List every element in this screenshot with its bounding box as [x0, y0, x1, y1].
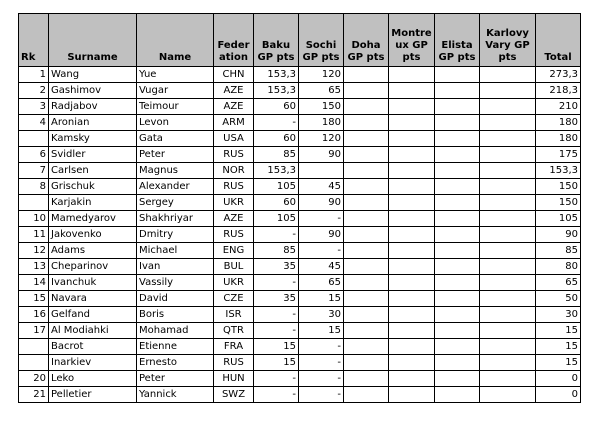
cell-elista-pts	[435, 371, 480, 387]
header-surname: Surname	[49, 14, 137, 67]
cell-baku-pts: 153,3	[254, 83, 299, 99]
cell-rank: 3	[19, 99, 49, 115]
cell-name: David	[137, 291, 214, 307]
cell-doha-pts	[344, 371, 389, 387]
cell-karlovy-vary-pts	[480, 67, 536, 83]
cell-montreux-pts	[389, 67, 435, 83]
cell-baku-pts: 85	[254, 147, 299, 163]
cell-doha-pts	[344, 339, 389, 355]
cell-name: Peter	[137, 371, 214, 387]
cell-baku-pts: 35	[254, 259, 299, 275]
table-row	[19, 179, 581, 195]
cell-doha-pts	[344, 195, 389, 211]
cell-federation: ARM	[214, 115, 254, 131]
cell-federation: UKR	[214, 275, 254, 291]
cell-rank: 14	[19, 275, 49, 291]
cell-surname: Cheparinov	[49, 259, 137, 275]
cell-name: Vassily	[137, 275, 214, 291]
cell-elista-pts	[435, 67, 480, 83]
header-sochi-gp-pts: Sochi GP pts	[299, 14, 344, 67]
cell-elista-pts	[435, 99, 480, 115]
cell-surname: Grischuk	[49, 179, 137, 195]
cell-federation: RUS	[214, 147, 254, 163]
header-montreux-gp-pts: Montre ux GP pts	[389, 14, 435, 67]
cell-surname: Gelfand	[49, 307, 137, 323]
cell-karlovy-vary-pts	[480, 323, 536, 339]
cell-montreux-pts	[389, 131, 435, 147]
cell-rank: 15	[19, 291, 49, 307]
cell-sochi-pts: 180	[299, 115, 344, 131]
cell-rank	[19, 339, 49, 355]
cell-doha-pts	[344, 179, 389, 195]
table-row	[19, 323, 581, 339]
cell-rank	[19, 131, 49, 147]
cell-total: 80	[536, 259, 581, 275]
header-karlovy-vary-gp-pts: Karlovy Vary GP pts	[480, 14, 536, 67]
cell-elista-pts	[435, 131, 480, 147]
cell-elista-pts	[435, 259, 480, 275]
cell-total: 15	[536, 355, 581, 371]
cell-doha-pts	[344, 291, 389, 307]
cell-karlovy-vary-pts	[480, 307, 536, 323]
cell-karlovy-vary-pts	[480, 243, 536, 259]
cell-sochi-pts: 90	[299, 227, 344, 243]
cell-total: 50	[536, 291, 581, 307]
cell-federation: FRA	[214, 339, 254, 355]
cell-sochi-pts: 65	[299, 83, 344, 99]
cell-montreux-pts	[389, 243, 435, 259]
cell-sochi-pts: 65	[299, 275, 344, 291]
cell-federation: RUS	[214, 227, 254, 243]
cell-surname: Bacrot	[49, 339, 137, 355]
cell-rank: 4	[19, 115, 49, 131]
cell-doha-pts	[344, 275, 389, 291]
cell-baku-pts: 153,3	[254, 67, 299, 83]
cell-rank: 21	[19, 387, 49, 403]
cell-name: Magnus	[137, 163, 214, 179]
cell-surname: Radjabov	[49, 99, 137, 115]
cell-elista-pts	[435, 147, 480, 163]
cell-baku-pts: -	[254, 115, 299, 131]
table-row	[19, 355, 581, 371]
cell-elista-pts	[435, 179, 480, 195]
cell-rank: 10	[19, 211, 49, 227]
cell-total: 0	[536, 371, 581, 387]
cell-karlovy-vary-pts	[480, 259, 536, 275]
cell-sochi-pts: -	[299, 371, 344, 387]
cell-baku-pts: -	[254, 371, 299, 387]
table-row	[19, 339, 581, 355]
cell-name: Ernesto	[137, 355, 214, 371]
cell-total: 85	[536, 243, 581, 259]
cell-name: Vugar	[137, 83, 214, 99]
cell-rank: 1	[19, 67, 49, 83]
cell-montreux-pts	[389, 211, 435, 227]
cell-montreux-pts	[389, 339, 435, 355]
cell-surname: Jakovenko	[49, 227, 137, 243]
cell-surname: Al Modiahki	[49, 323, 137, 339]
cell-montreux-pts	[389, 291, 435, 307]
cell-rank: 20	[19, 371, 49, 387]
header-row	[19, 14, 581, 67]
cell-baku-pts: 85	[254, 243, 299, 259]
cell-karlovy-vary-pts	[480, 387, 536, 403]
header-rank: Rk	[19, 14, 49, 67]
cell-name: Levon	[137, 115, 214, 131]
cell-name: Yue	[137, 67, 214, 83]
cell-sochi-pts: 30	[299, 307, 344, 323]
header-federation: Feder ation	[214, 14, 254, 67]
cell-doha-pts	[344, 211, 389, 227]
cell-federation: ISR	[214, 307, 254, 323]
cell-surname: Leko	[49, 371, 137, 387]
cell-montreux-pts	[389, 323, 435, 339]
cell-surname: Adams	[49, 243, 137, 259]
cell-rank: 13	[19, 259, 49, 275]
cell-name: Michael	[137, 243, 214, 259]
cell-baku-pts: 15	[254, 355, 299, 371]
cell-elista-pts	[435, 387, 480, 403]
cell-sochi-pts: -	[299, 211, 344, 227]
cell-doha-pts	[344, 323, 389, 339]
cell-karlovy-vary-pts	[480, 83, 536, 99]
cell-montreux-pts	[389, 387, 435, 403]
cell-karlovy-vary-pts	[480, 163, 536, 179]
cell-elista-pts	[435, 307, 480, 323]
cell-karlovy-vary-pts	[480, 227, 536, 243]
cell-doha-pts	[344, 99, 389, 115]
cell-montreux-pts	[389, 371, 435, 387]
cell-name: Teimour	[137, 99, 214, 115]
cell-total: 210	[536, 99, 581, 115]
cell-surname: Mamedyarov	[49, 211, 137, 227]
cell-karlovy-vary-pts	[480, 371, 536, 387]
cell-baku-pts: -	[254, 227, 299, 243]
header-baku-gp-pts: Baku GP pts	[254, 14, 299, 67]
cell-federation: SWZ	[214, 387, 254, 403]
cell-elista-pts	[435, 243, 480, 259]
cell-total: 150	[536, 195, 581, 211]
cell-surname: Wang	[49, 67, 137, 83]
cell-name: Shakhriyar	[137, 211, 214, 227]
cell-federation: ENG	[214, 243, 254, 259]
cell-sochi-pts: 15	[299, 291, 344, 307]
table-row	[19, 371, 581, 387]
cell-doha-pts	[344, 147, 389, 163]
cell-montreux-pts	[389, 195, 435, 211]
cell-montreux-pts	[389, 115, 435, 131]
table-row	[19, 227, 581, 243]
cell-federation: UKR	[214, 195, 254, 211]
cell-sochi-pts: -	[299, 243, 344, 259]
cell-name: Gata	[137, 131, 214, 147]
cell-baku-pts: 35	[254, 291, 299, 307]
cell-baku-pts: -	[254, 387, 299, 403]
cell-surname: Svidler	[49, 147, 137, 163]
cell-total: 90	[536, 227, 581, 243]
cell-surname: Kamsky	[49, 131, 137, 147]
cell-karlovy-vary-pts	[480, 147, 536, 163]
cell-total: 65	[536, 275, 581, 291]
cell-federation: USA	[214, 131, 254, 147]
cell-doha-pts	[344, 227, 389, 243]
cell-federation: QTR	[214, 323, 254, 339]
cell-rank: 6	[19, 147, 49, 163]
cell-elista-pts	[435, 323, 480, 339]
cell-montreux-pts	[389, 99, 435, 115]
cell-sochi-pts: 90	[299, 147, 344, 163]
cell-surname: Carlsen	[49, 163, 137, 179]
cell-karlovy-vary-pts	[480, 131, 536, 147]
cell-montreux-pts	[389, 147, 435, 163]
table-row	[19, 275, 581, 291]
cell-doha-pts	[344, 259, 389, 275]
cell-montreux-pts	[389, 259, 435, 275]
cell-baku-pts: 60	[254, 99, 299, 115]
cell-karlovy-vary-pts	[480, 99, 536, 115]
cell-surname: Inarkiev	[49, 355, 137, 371]
cell-total: 0	[536, 387, 581, 403]
cell-doha-pts	[344, 163, 389, 179]
cell-federation: RUS	[214, 355, 254, 371]
cell-elista-pts	[435, 163, 480, 179]
cell-doha-pts	[344, 115, 389, 131]
cell-baku-pts: 105	[254, 179, 299, 195]
cell-sochi-pts: 45	[299, 259, 344, 275]
cell-name: Peter	[137, 147, 214, 163]
cell-montreux-pts	[389, 227, 435, 243]
cell-elista-pts	[435, 83, 480, 99]
cell-doha-pts	[344, 243, 389, 259]
cell-name: Sergey	[137, 195, 214, 211]
table-row	[19, 99, 581, 115]
cell-total: 15	[536, 323, 581, 339]
cell-surname: Pelletier	[49, 387, 137, 403]
cell-total: 273,3	[536, 67, 581, 83]
header-total: Total	[536, 14, 581, 67]
table-body	[19, 67, 581, 403]
cell-elista-pts	[435, 195, 480, 211]
cell-rank: 8	[19, 179, 49, 195]
cell-doha-pts	[344, 387, 389, 403]
cell-karlovy-vary-pts	[480, 355, 536, 371]
cell-rank: 7	[19, 163, 49, 179]
cell-elista-pts	[435, 339, 480, 355]
cell-total: 175	[536, 147, 581, 163]
cell-karlovy-vary-pts	[480, 291, 536, 307]
cell-federation: BUL	[214, 259, 254, 275]
header-doha-gp-pts: Doha GP pts	[344, 14, 389, 67]
table-row	[19, 131, 581, 147]
cell-total: 105	[536, 211, 581, 227]
cell-montreux-pts	[389, 83, 435, 99]
table-row	[19, 211, 581, 227]
cell-doha-pts	[344, 67, 389, 83]
cell-federation: NOR	[214, 163, 254, 179]
cell-rank: 11	[19, 227, 49, 243]
cell-baku-pts: 60	[254, 195, 299, 211]
table-row	[19, 163, 581, 179]
cell-karlovy-vary-pts	[480, 115, 536, 131]
cell-sochi-pts: 120	[299, 67, 344, 83]
cell-federation: RUS	[214, 179, 254, 195]
cell-name: Ivan	[137, 259, 214, 275]
cell-montreux-pts	[389, 355, 435, 371]
cell-sochi-pts: -	[299, 339, 344, 355]
cell-elista-pts	[435, 275, 480, 291]
cell-name: Boris	[137, 307, 214, 323]
cell-karlovy-vary-pts	[480, 179, 536, 195]
cell-name: Etienne	[137, 339, 214, 355]
cell-rank	[19, 355, 49, 371]
cell-rank: 17	[19, 323, 49, 339]
cell-elista-pts	[435, 355, 480, 371]
cell-doha-pts	[344, 131, 389, 147]
cell-rank: 2	[19, 83, 49, 99]
cell-baku-pts: -	[254, 323, 299, 339]
cell-federation: HUN	[214, 371, 254, 387]
cell-name: Mohamad	[137, 323, 214, 339]
cell-karlovy-vary-pts	[480, 211, 536, 227]
cell-total: 15	[536, 339, 581, 355]
cell-total: 30	[536, 307, 581, 323]
cell-total: 153,3	[536, 163, 581, 179]
cell-name: Alexander	[137, 179, 214, 195]
table-row	[19, 115, 581, 131]
cell-elista-pts	[435, 211, 480, 227]
cell-sochi-pts: -	[299, 355, 344, 371]
cell-surname: Aronian	[49, 115, 137, 131]
table-header	[19, 14, 581, 67]
cell-elista-pts	[435, 227, 480, 243]
cell-sochi-pts: 15	[299, 323, 344, 339]
cell-baku-pts: 153,3	[254, 163, 299, 179]
cell-baku-pts: 15	[254, 339, 299, 355]
cell-surname: Karjakin	[49, 195, 137, 211]
cell-montreux-pts	[389, 163, 435, 179]
cell-elista-pts	[435, 291, 480, 307]
cell-federation: CZE	[214, 291, 254, 307]
table-row	[19, 259, 581, 275]
cell-doha-pts	[344, 83, 389, 99]
cell-sochi-pts	[299, 163, 344, 179]
table-row	[19, 195, 581, 211]
table-row	[19, 147, 581, 163]
table-row	[19, 307, 581, 323]
table-row	[19, 83, 581, 99]
cell-sochi-pts: 45	[299, 179, 344, 195]
table-row	[19, 291, 581, 307]
cell-federation: CHN	[214, 67, 254, 83]
standings-table	[18, 13, 581, 403]
cell-sochi-pts: -	[299, 387, 344, 403]
cell-elista-pts	[435, 115, 480, 131]
cell-karlovy-vary-pts	[480, 195, 536, 211]
cell-rank: 12	[19, 243, 49, 259]
cell-total: 180	[536, 115, 581, 131]
cell-doha-pts	[344, 307, 389, 323]
cell-total: 150	[536, 179, 581, 195]
cell-karlovy-vary-pts	[480, 275, 536, 291]
cell-karlovy-vary-pts	[480, 339, 536, 355]
cell-baku-pts: -	[254, 307, 299, 323]
table-row	[19, 387, 581, 403]
cell-baku-pts: -	[254, 275, 299, 291]
cell-rank	[19, 195, 49, 211]
cell-total: 180	[536, 131, 581, 147]
cell-sochi-pts: 150	[299, 99, 344, 115]
cell-doha-pts	[344, 355, 389, 371]
cell-montreux-pts	[389, 307, 435, 323]
cell-sochi-pts: 90	[299, 195, 344, 211]
cell-surname: Gashimov	[49, 83, 137, 99]
cell-baku-pts: 105	[254, 211, 299, 227]
cell-name: Dmitry	[137, 227, 214, 243]
cell-montreux-pts	[389, 275, 435, 291]
cell-total: 218,3	[536, 83, 581, 99]
cell-federation: AZE	[214, 211, 254, 227]
cell-rank: 16	[19, 307, 49, 323]
cell-surname: Ivanchuk	[49, 275, 137, 291]
cell-surname: Navara	[49, 291, 137, 307]
cell-baku-pts: 60	[254, 131, 299, 147]
cell-sochi-pts: 120	[299, 131, 344, 147]
standings-sheet	[18, 13, 581, 403]
table-row	[19, 67, 581, 83]
table-row	[19, 243, 581, 259]
cell-federation: AZE	[214, 99, 254, 115]
cell-federation: AZE	[214, 83, 254, 99]
cell-name: Yannick	[137, 387, 214, 403]
header-name: Name	[137, 14, 214, 67]
cell-montreux-pts	[389, 179, 435, 195]
header-elista-gp-pts: Elista GP pts	[435, 14, 480, 67]
